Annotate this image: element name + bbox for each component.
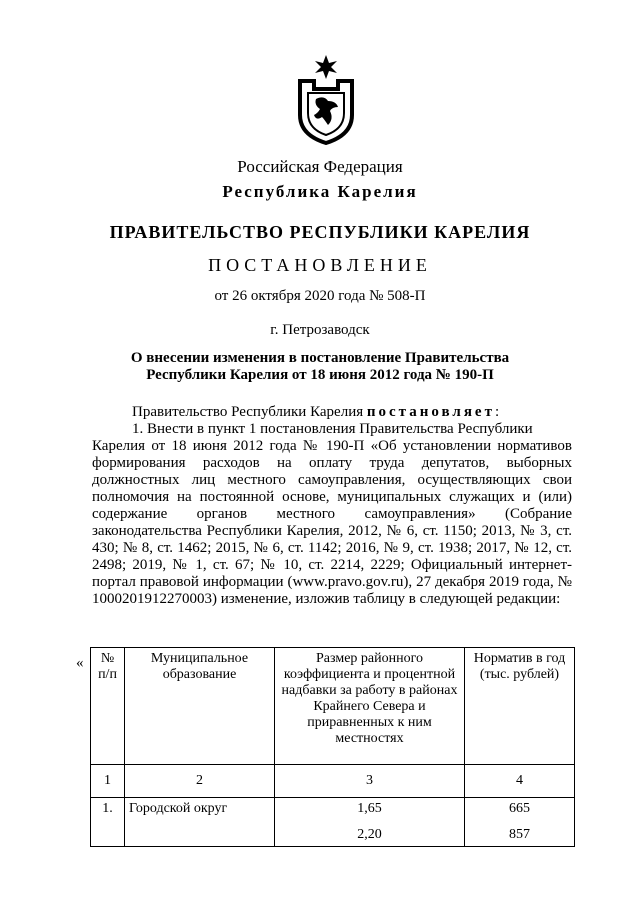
coefficient-value: 1,65 [357,801,382,816]
norm-value: 665 [509,801,530,816]
municipality-name: Городской округ [129,801,228,816]
table-cell [125,798,275,847]
opening-quote-mark: « [76,655,84,671]
date-number-line: от 26 октября 2020 года № 508-П [214,288,426,304]
document-subject [0,350,640,384]
table-header-cell: Размер районного коэффициента и процентной надбавки за работу в районах Крайнего Севера и приравненных к ним местностях [275,648,465,765]
norm-value: 857 [509,827,530,842]
table-header-cell: Норматив в год (тыс. рублей) [465,648,575,765]
table-header-row [91,648,575,765]
republic-name: Республика Карелия [222,182,418,201]
clause-first-line: 1. Внести в пункт 1 постановления Правительства Республики [132,421,533,437]
karelia-coat-of-arms-emblem [294,55,358,145]
preamble [92,404,572,421]
table-cell: 1 [91,765,125,798]
clause-text: Карелия от 18 июня 2012 года № 190-П «Об установлении нормативов формирования расходов на оплату труда депутатов, выборных должностных лиц местного самоуправления, осуществляющих свои полномочия на постоянной основе, муниципальных служащих и (или) содержание органов местного самоуправления» (Собрание законодательства Республики Карелия, 2012, № 6, ст. 1150; 2013, № 3, ст. 430; № 8, ст. 1462; 2015, № 6, ст. 1142; 2016, № 9, ст. 1938; 2017, № 12, ст. 2498; 2019, № 1, ст. 67; № 10, ст. 2214, 2229; Официальный интернет-портал правовой информации (www.pravo.gov.ru), 27 декабря 2019 года, № 1000201912270003) изменение, изложив таблицу в следующей редакции: [92,438,572,607]
table-header-cell: № п/п [91,648,125,765]
city-line: г. Петрозаводск [270,322,370,338]
preamble-text: Правительство Республики Карелия [132,404,367,420]
table-row [91,798,575,847]
table-header-cell: Муниципальное образование [125,648,275,765]
table-cell [275,798,465,847]
table-cell [91,798,125,847]
clause-1 [92,421,572,608]
row-number: 1. [102,801,113,816]
table-cell: 2 [125,765,275,798]
subject-line-1: О внесении изменения в постановление Правительства [130,350,510,366]
country-name: Российская Федерация [237,157,403,176]
coefficient-value: 2,20 [357,827,382,842]
document-type: ПОСТАНОВЛЕНИЕ [208,255,432,275]
subject-line-2: Республики Карелия от 18 июня 2012 года № 190-П [146,367,494,383]
table-cell: 4 [465,765,575,798]
preamble-colon: : [494,404,500,420]
table-column-number-row [91,765,575,798]
preamble-verb: постановляет [366,404,495,420]
table-cell: 3 [275,765,465,798]
table-cell [465,798,575,847]
norms-table [90,647,575,847]
government-title: ПРАВИТЕЛЬСТВО РЕСПУБЛИКИ КАРЕЛИЯ [109,222,531,242]
